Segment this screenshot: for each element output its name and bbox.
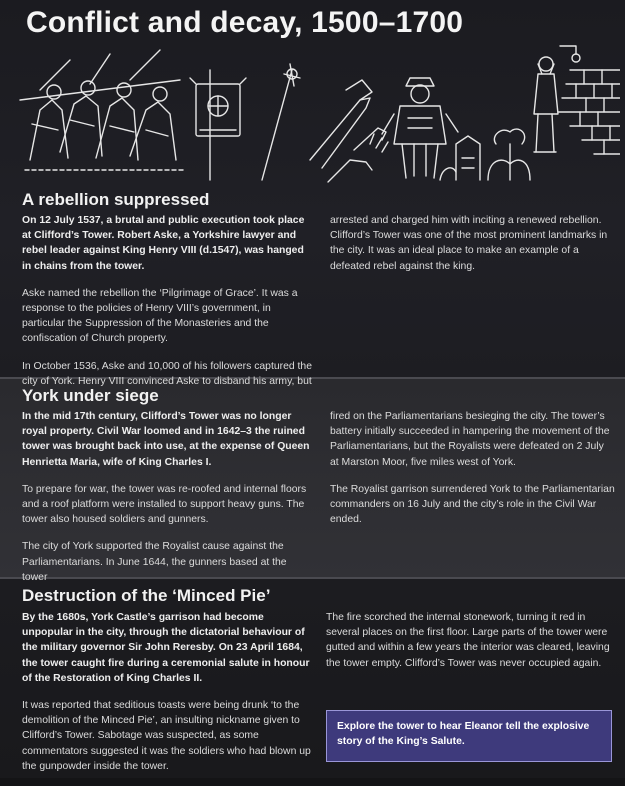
soldiers-icon bbox=[20, 50, 185, 170]
section-rebellion-right bbox=[330, 213, 615, 286]
paragraph: arrested and charged him with inciting a renewed rebellion. Clifford’s Tower was one of the most prominent landmarks in the city. It was an ideal place to make an example of a defeated rebel against the king. bbox=[330, 215, 608, 272]
hanged-man-icon bbox=[534, 46, 580, 152]
section-siege-right bbox=[330, 409, 615, 539]
ruins-icon bbox=[440, 129, 530, 180]
section-minced-pie-right bbox=[326, 610, 616, 683]
paragraph: The city of York supported the Royalist cause against the Parliamentarians. In June 1644, the gunners based at the tower bbox=[22, 541, 287, 583]
hands-weapons-icon bbox=[310, 80, 388, 182]
paragraph: In the mid 17th century, Clifford’s Tower was no longer royal property. Civil War loomed and in 1642–3 the ruined tower was brought back into use, at the expense of Queen Henrietta Maria, wife of King Charles I. bbox=[22, 411, 310, 468]
section-rebellion-left bbox=[22, 213, 312, 401]
section-siege-left bbox=[22, 409, 312, 597]
paragraph: Aske named the rebellion the ‘Pilgrimage of Grace’. It was a response to the policies of Henry VIII’s government, in particular the Suppression of the Monasteries and the confiscation of Church property. bbox=[22, 287, 298, 345]
paragraph: By the 1680s, York Castle’s garrison had become unpopular in the city, through the dictatorial behaviour of the military governor Sir John Reresby. On 23 April 1684, the tower caught fire during a ceremonial salute in honour of the Restoration of King Charles II. bbox=[22, 612, 310, 684]
callout-text: Explore the tower to hear Eleanor tell the explosive story of the King’s Salute. bbox=[337, 721, 590, 747]
section-heading-siege: York under siege bbox=[22, 386, 159, 405]
paragraph: fired on the Parliamentarians besieging the city. The tower’s battery initially succeeded in hampering the movement of the Parliamentarians, but the Royalists were defeated on 2 July at Marston Moor, five miles west of York. bbox=[330, 411, 610, 468]
paragraph: In October 1536, Aske and 10,000 of his followers captured the city of York. Henry VIII convinced Aske to disband his army, but bbox=[22, 360, 312, 387]
paragraph: The fire scorched the internal stonework, turning it red in several places on the first floor. Large parts of the tower were gutted and within a few years the interior was cleared, leaving the tower empty. Clifford’s Tower was never occupied again. bbox=[326, 612, 610, 669]
section-minced-pie-left bbox=[22, 610, 312, 786]
section-heading-rebellion: A rebellion suppressed bbox=[22, 190, 210, 209]
king-icon bbox=[382, 78, 458, 178]
cross-staff-icon bbox=[262, 64, 300, 180]
section-heading-minced-pie: Destruction of the ‘Minced Pie’ bbox=[22, 586, 271, 605]
illustration bbox=[10, 40, 620, 188]
paragraph: The Royalist garrison surrendered York to the Parliamentarian commanders on 16 July and the city’s role in the Civil War ended. bbox=[330, 483, 615, 526]
paragraph: On 12 July 1537, a brutal and public execution took place at Clifford’s Tower. Robert Aske, a Yorkshire lawyer and rebel leader against King Henry VIII (d.1547), was hanged in chains from the tower. bbox=[22, 215, 305, 272]
paragraph: To prepare for war, the tower was re-roofed and internal floors and a roof platform were installed to support heavy guns. The tower also housed soldiers and gunners. bbox=[22, 483, 307, 526]
page-title: Conflict and decay, 1500–1700 bbox=[26, 6, 464, 39]
audio-callout-box bbox=[326, 710, 612, 762]
brick-wall-icon bbox=[558, 70, 620, 154]
paragraph: It was reported that seditious toasts were being drunk ‘to the demolition of the Minced Pie’, an insulting nickname given to Clifford’s Tower. Sabotage was suspected, as some commentators suggested it was the soldiers who had blown up the gunpowder inside the tower. bbox=[22, 700, 311, 772]
banner-icon bbox=[190, 70, 246, 180]
